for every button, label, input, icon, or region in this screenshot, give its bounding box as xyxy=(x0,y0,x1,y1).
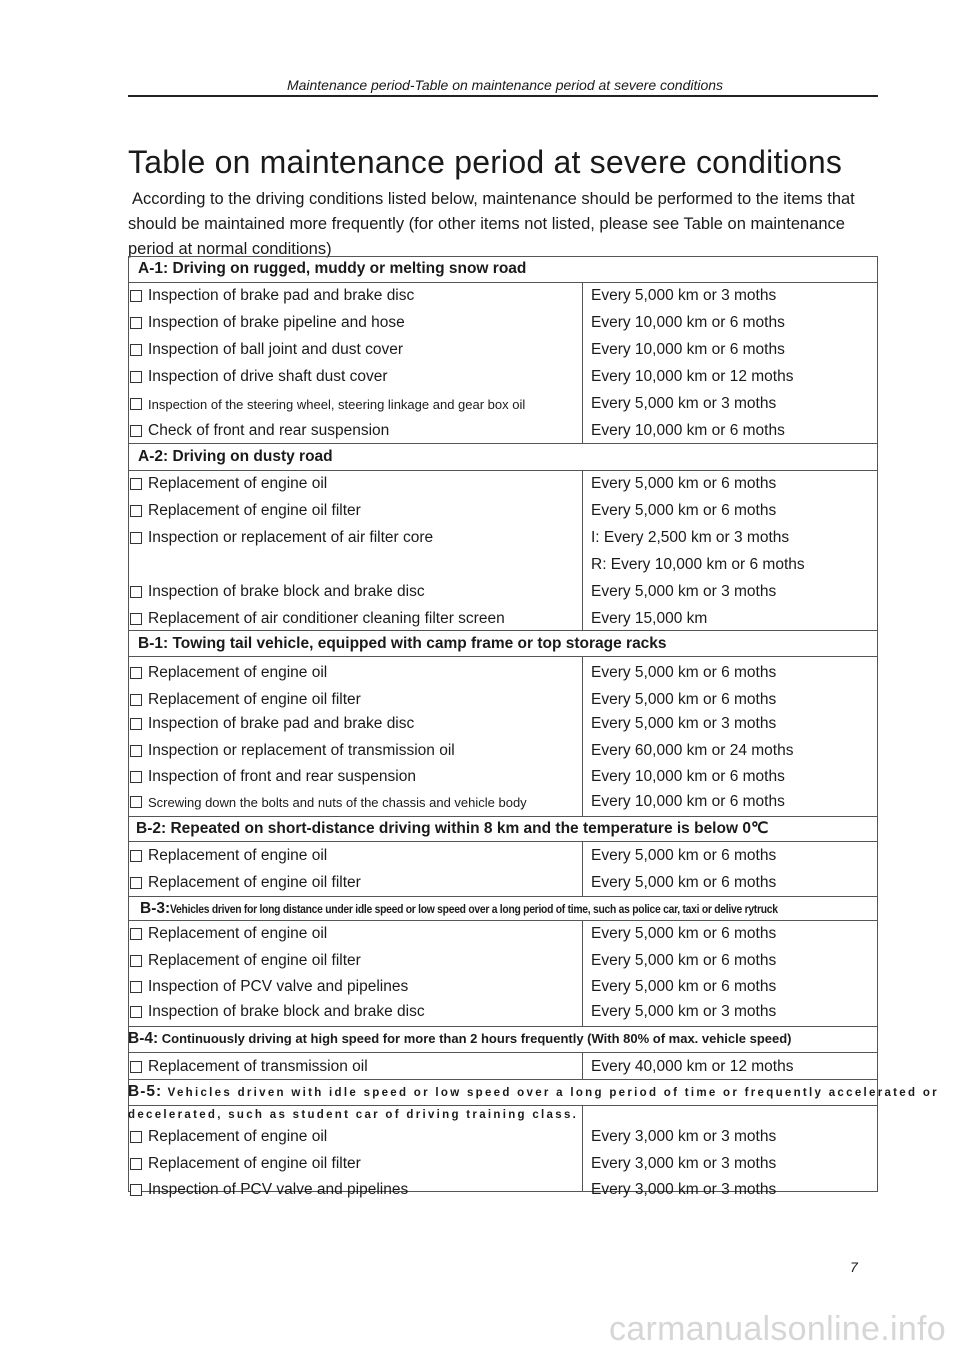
maintenance-interval: Every 5,000 km or 3 moths xyxy=(591,715,777,732)
table-row xyxy=(128,314,878,336)
maintenance-interval: Every 40,000 km or 12 moths xyxy=(591,1058,794,1075)
section-rule xyxy=(128,282,878,283)
checkbox-icon xyxy=(130,1158,142,1170)
maintenance-interval: I: Every 2,500 km or 3 moths xyxy=(591,529,790,546)
maintenance-interval: Every 5,000 km or 6 moths xyxy=(591,664,777,681)
page-number: 7 xyxy=(850,1259,858,1275)
table-row xyxy=(128,368,878,390)
maintenance-item: Inspection of brake pad and brake disc xyxy=(148,715,415,732)
section-heading-a2: A-2: Driving on dusty road xyxy=(138,448,333,465)
checkbox-icon xyxy=(130,317,142,329)
table-row xyxy=(128,847,878,869)
maintenance-item: Check of front and rear suspension xyxy=(148,422,390,439)
section-rule xyxy=(128,656,878,657)
checkbox-icon xyxy=(130,694,142,706)
section-description: Continuously driving at high speed for more than 2 hours frequently (With 80% of max. vehicle speed) xyxy=(158,1031,792,1046)
maintenance-item: Inspection of brake block and brake disc xyxy=(148,1003,425,1020)
maintenance-interval: Every 5,000 km or 6 moths xyxy=(591,502,777,519)
table-row xyxy=(128,978,878,1000)
maintenance-item: Inspection of brake pad and brake disc xyxy=(148,287,415,304)
maintenance-interval: R: Every 10,000 km or 6 moths xyxy=(591,556,805,573)
maintenance-interval: Every 5,000 km or 3 moths xyxy=(591,583,777,600)
maintenance-interval: Every 5,000 km or 6 moths xyxy=(591,847,777,864)
intro-paragraph: According to the driving conditions listed below, maintenance should be performed to the items that should be maintained more frequently (for other items not listed, please see Table on maintenance period at normal conditions) xyxy=(128,190,855,258)
section-rule xyxy=(128,470,878,471)
maintenance-item: Inspection of drive shaft dust cover xyxy=(148,368,388,385)
maintenance-interval: Every 5,000 km or 6 moths xyxy=(591,475,777,492)
table-row xyxy=(128,1003,878,1025)
maintenance-interval: Every 5,000 km or 3 moths xyxy=(591,1003,777,1020)
table-row xyxy=(128,395,878,417)
table-row xyxy=(128,952,878,974)
checkbox-icon xyxy=(130,586,142,598)
maintenance-item: Replacement of engine oil filter xyxy=(148,691,361,708)
maintenance-item: Replacement of engine oil filter xyxy=(148,1155,361,1172)
maintenance-interval: Every 5,000 km or 6 moths xyxy=(591,952,777,969)
section-heading-b5 xyxy=(128,1083,939,1101)
section-heading-a1: A-1: Driving on rugged, muddy or melting snow road xyxy=(138,260,527,277)
checkbox-icon xyxy=(130,796,142,808)
checkbox-icon xyxy=(130,371,142,383)
section-code: B-5: xyxy=(128,1083,163,1100)
section-description: Vehicles driven for long distance under idle speed or low speed over a long period of time, such as police car, taxi or delive rytruck xyxy=(170,902,778,916)
maintenance-item: Inspection of PCV valve and pipelines xyxy=(148,978,409,995)
running-header: Maintenance period-Table on maintenance period at severe conditions xyxy=(286,77,724,93)
maintenance-item: Replacement of engine oil xyxy=(148,664,328,681)
maintenance-item: Replacement of engine oil xyxy=(148,1128,328,1145)
table-row xyxy=(128,1155,878,1177)
checkbox-icon xyxy=(130,290,142,302)
checkbox-icon xyxy=(130,1061,142,1073)
checkbox-icon xyxy=(130,955,142,967)
maintenance-item: Inspection of front and rear suspension xyxy=(148,768,416,785)
checkbox-icon xyxy=(130,1131,142,1143)
table-row xyxy=(128,925,878,947)
maintenance-interval: Every 5,000 km or 3 moths xyxy=(591,395,777,412)
checkbox-icon xyxy=(130,850,142,862)
table-row xyxy=(128,502,878,524)
table-row xyxy=(128,768,878,790)
maintenance-interval: Every 15,000 km xyxy=(591,610,708,627)
maintenance-item: Replacement of transmission oil xyxy=(148,1058,368,1075)
maintenance-item: Replacement of engine oil xyxy=(148,475,328,492)
section-rule xyxy=(128,1105,878,1106)
table-row xyxy=(128,422,878,444)
checkbox-icon xyxy=(130,478,142,490)
table-row xyxy=(128,529,878,551)
table-top-rule xyxy=(128,256,878,257)
section-description-continued: decelerated, such as student car of driving training class. xyxy=(128,1109,579,1121)
maintenance-interval: Every 60,000 km or 24 moths xyxy=(591,742,794,759)
maintenance-item: Replacement of engine oil filter xyxy=(148,952,361,969)
maintenance-interval: Every 5,000 km or 6 moths xyxy=(591,978,777,995)
maintenance-item: Replacement of engine oil filter xyxy=(148,502,361,519)
checkbox-icon xyxy=(130,344,142,356)
maintenance-interval: Every 10,000 km or 6 moths xyxy=(591,793,785,810)
checkbox-icon xyxy=(130,532,142,544)
checkbox-icon xyxy=(130,398,142,410)
checkbox-icon xyxy=(130,425,142,437)
maintenance-interval: Every 10,000 km or 6 moths xyxy=(591,422,785,439)
section-rule xyxy=(128,816,878,817)
section-rule xyxy=(128,1052,878,1053)
table-row xyxy=(128,793,878,815)
table-row xyxy=(128,475,878,497)
maintenance-interval: Every 5,000 km or 3 moths xyxy=(591,287,777,304)
table-row xyxy=(128,1128,878,1150)
maintenance-interval: Every 3,000 km or 3 moths xyxy=(591,1128,777,1145)
checkbox-icon xyxy=(130,928,142,940)
checkbox-icon xyxy=(130,1184,142,1196)
maintenance-interval: Every 3,000 km or 3 moths xyxy=(591,1181,777,1198)
maintenance-item: Inspection of ball joint and dust cover xyxy=(148,341,404,358)
checkbox-icon xyxy=(130,745,142,757)
section-rule xyxy=(128,841,878,842)
section-code: B-3: xyxy=(140,900,171,917)
table-row xyxy=(128,691,878,713)
section-heading-b2: B-2: Repeated on short-distance driving within 8 km and the temperature is below 0℃ xyxy=(136,820,769,837)
checkbox-icon xyxy=(130,667,142,679)
checkbox-icon xyxy=(130,505,142,517)
maintenance-item: Inspection of PCV valve and pipelines xyxy=(148,1181,409,1198)
checkbox-icon xyxy=(130,771,142,783)
table-row xyxy=(128,287,878,309)
maintenance-item: Inspection or replacement of transmission oil xyxy=(148,742,455,759)
table-row xyxy=(128,664,878,686)
maintenance-item: Inspection of brake pipeline and hose xyxy=(148,314,405,331)
table-row xyxy=(128,715,878,737)
maintenance-item: Replacement of engine oil filter xyxy=(148,874,361,891)
section-description: Vehicles driven with idle speed or low speed over a long period of time or frequently accelerated or xyxy=(162,1087,939,1099)
checkbox-icon xyxy=(130,718,142,730)
table-row xyxy=(128,874,878,896)
maintenance-interval: Every 10,000 km or 12 moths xyxy=(591,368,794,385)
maintenance-interval: Every 10,000 km or 6 moths xyxy=(591,314,785,331)
table-row xyxy=(128,341,878,363)
maintenance-item: Screwing down the bolts and nuts of the chassis and vehicle body xyxy=(148,795,527,810)
section-code: B-4: xyxy=(128,1030,159,1047)
maintenance-interval: Every 5,000 km or 6 moths xyxy=(591,925,777,942)
checkbox-icon xyxy=(130,877,142,889)
page-title: Table on maintenance period at severe conditions xyxy=(128,144,843,180)
maintenance-item: Replacement of air conditioner cleaning filter screen xyxy=(148,610,505,627)
table-row xyxy=(128,556,878,578)
maintenance-item: Replacement of engine oil xyxy=(148,847,328,864)
maintenance-item: Inspection of brake block and brake disc xyxy=(148,583,425,600)
maintenance-interval: Every 5,000 km or 6 moths xyxy=(591,874,777,891)
table-row xyxy=(128,742,878,764)
table-row xyxy=(128,1181,878,1203)
maintenance-interval: Every 10,000 km or 6 moths xyxy=(591,768,785,785)
header-rule xyxy=(128,95,878,97)
table-row xyxy=(128,610,878,632)
section-rule xyxy=(128,1026,878,1027)
maintenance-interval: Every 3,000 km or 3 moths xyxy=(591,1155,777,1172)
maintenance-interval: Every 5,000 km or 6 moths xyxy=(591,691,777,708)
table-row xyxy=(128,583,878,605)
maintenance-item: Inspection of the steering wheel, steering linkage and gear box oil xyxy=(148,397,526,412)
watermark: carmanualsonline.info xyxy=(608,1310,946,1348)
maintenance-item: Inspection or replacement of air filter core xyxy=(148,529,434,546)
section-rule xyxy=(128,920,878,921)
maintenance-item: Replacement of engine oil xyxy=(148,925,328,942)
section-rule xyxy=(128,896,878,897)
checkbox-icon xyxy=(130,981,142,993)
checkbox-icon xyxy=(130,1006,142,1018)
section-heading-b4 xyxy=(128,1030,792,1048)
maintenance-interval: Every 10,000 km or 6 moths xyxy=(591,341,785,358)
section-heading-b3 xyxy=(140,900,877,918)
section-heading-b1: B-1: Towing tail vehicle, equipped with camp frame or top storage racks xyxy=(138,635,667,652)
checkbox-icon xyxy=(130,613,142,625)
table-row xyxy=(128,1058,878,1080)
